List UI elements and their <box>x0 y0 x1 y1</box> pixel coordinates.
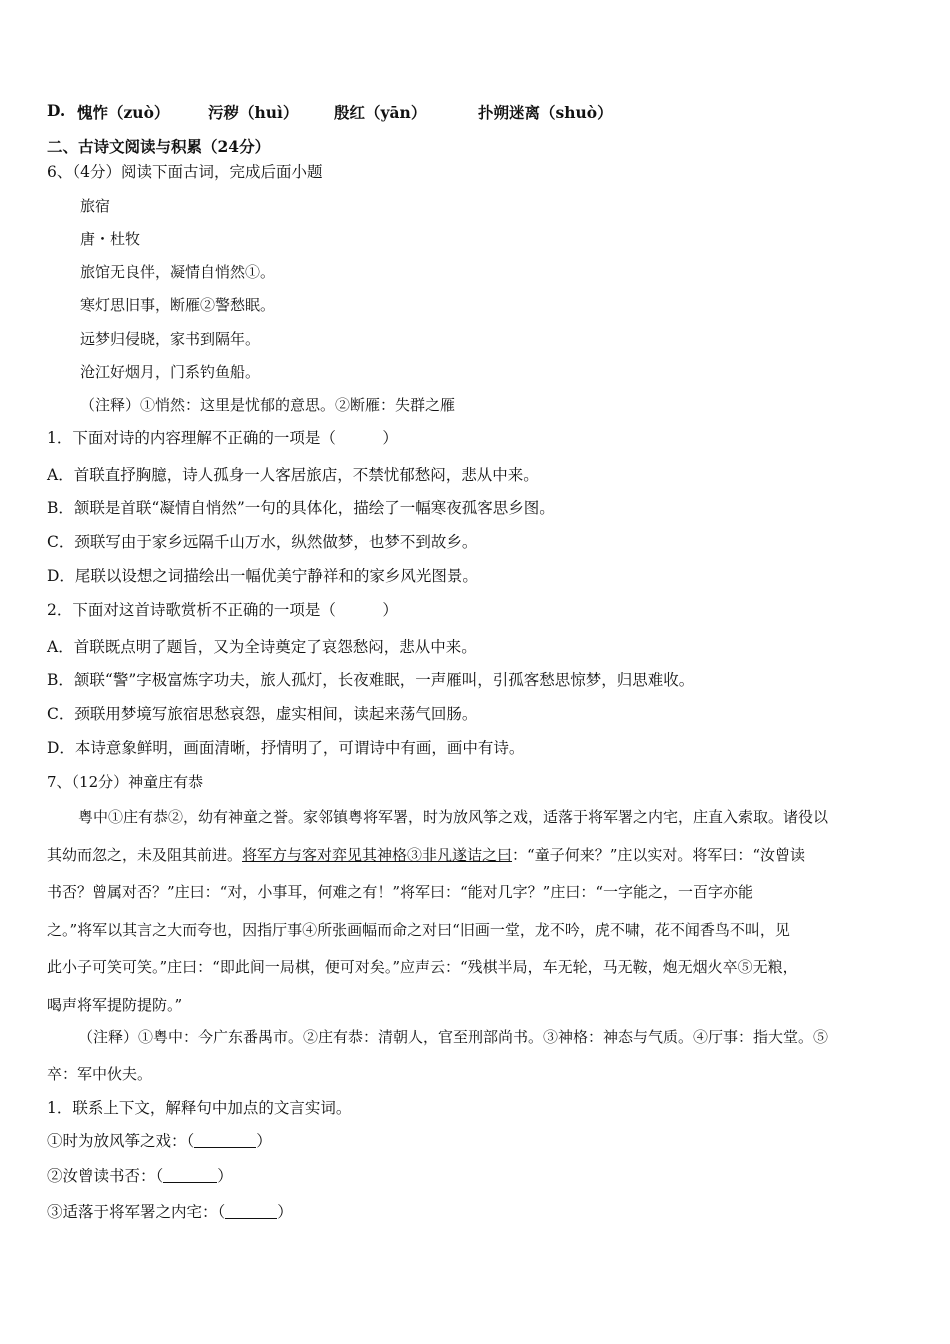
poem-title: 旅宿 <box>80 197 111 215</box>
passage-line <box>47 845 805 865</box>
option-line: D．本诗意象鲜明，画面清晰，抒情明了，可谓诗中有画，画中有诗。 <box>47 739 525 757</box>
question-7-sub1-stem: 1．联系上下文，解释句中加点的文言实词。 <box>47 1099 352 1117</box>
poem-line: 远梦归侵晓，家书到隔年。 <box>80 330 261 348</box>
passage-line: 喝声将军提防提防。” <box>47 996 183 1014</box>
answer-blank[interactable] <box>163 1168 217 1183</box>
question-6-sub1-stem: 1．下面对诗的内容理解不正确的一项是（ ） <box>47 429 398 447</box>
passage-note: 卒：军中伙夫。 <box>47 1065 153 1083</box>
option-line: B．颔联是首联“凝情自悄然”一句的具体化，描绘了一幅寒夜孤客思乡图。 <box>47 499 555 517</box>
passage-line: 书否？曾属对否？”庄曰：“对，小事耳，何难之有！”将军曰：“能对几字？”庄曰：“一字能之，一百字亦能 <box>47 883 754 901</box>
option-line: D．尾联以设想之词描绘出一幅优美宁静祥和的家乡风光图景。 <box>47 567 478 585</box>
passage-line: 之。”将军以其言之大而夸也，因指厅事④所张画幅而命之对曰“旧画一堂，龙不吟，虎不啸，花不闻香鸟不叫，见 <box>47 921 790 939</box>
option-line: B．颔联“警”字极富炼字功夫，旅人孤灯，长夜难眠，一声雁叫，引孤客愁思惊梦，归思难收。 <box>47 671 695 689</box>
option-line: A．首联直抒胸臆，诗人孤身一人客居旅店，不禁忧郁愁闷，悲从中来。 <box>47 466 539 484</box>
question-6-sub2-stem: 2．下面对这首诗歌赏析不正确的一项是（ ） <box>47 601 398 619</box>
passage-text: 其幼而忽之，未及阻其前进。 <box>47 846 243 864</box>
answer-item <box>47 1131 272 1151</box>
passage-line: 此小子可笑可笑。”庄曰：“即此间一局棋，便可对矣。”应声云：“残棋半局，车无轮，马无鞍，炮无烟火卒⑤无粮， <box>47 958 798 976</box>
passage-text: ：“童子何来？”庄以实对。将军曰：“汝曾读 <box>512 846 806 864</box>
answer-prompt: ②汝曾读书否：（ <box>47 1167 164 1185</box>
passage-line: 粤中①庄有恭②，幼有神童之誉。家邻镇粤将军署，时为放风筝之戏，适落于将军署之内宅，庄直入索取。诸役以 <box>78 808 829 826</box>
option-d-word-4: 扑朔迷离（shuò） <box>478 103 613 122</box>
poem-line: 沧江好烟月，门系钓鱼船。 <box>80 363 261 381</box>
answer-close: ） <box>277 1203 293 1221</box>
passage-note: （注释）①粤中：今广东番禺市。②庄有恭：清朝人，官至刑部尚书。③神格：神态与气质。④厅事：指大堂。⑤ <box>78 1028 829 1046</box>
answer-prompt: ③适落于将军署之内宅：（ <box>47 1203 226 1221</box>
option-d-word-2: 污秽（huì） <box>208 103 299 122</box>
answer-item <box>47 1202 293 1222</box>
poem-author: 唐・杜牧 <box>80 230 141 248</box>
answer-close: ） <box>217 1167 233 1185</box>
answer-close: ） <box>256 1132 272 1150</box>
answer-blank[interactable] <box>225 1204 277 1219</box>
poem-line: 寒灯思旧事，断雁②警愁眠。 <box>80 296 276 314</box>
option-d-word-1: 愧怍（zuò） <box>77 103 170 122</box>
question-6-stem: 6、（4分）阅读下面古词，完成后面小题 <box>47 163 323 181</box>
option-line: C．颈联写由于家乡远隔千山万水，纵然做梦，也梦不到故乡。 <box>47 533 478 551</box>
section-heading: 二、古诗文阅读与积累（24分） <box>47 137 271 156</box>
option-line: A．首联既点明了题旨，又为全诗奠定了哀怨愁闷，悲从中来。 <box>47 638 477 656</box>
option-line: C．颈联用梦境写旅宿思愁哀怨，虚实相间，读起来荡气回肠。 <box>47 705 478 723</box>
option-d-label: D. <box>47 101 66 120</box>
option-d-word-3: 殷红（yān） <box>334 103 427 122</box>
answer-item <box>47 1166 233 1186</box>
answer-prompt: ①时为放风筝之戏：（ <box>47 1132 195 1150</box>
question-7-stem: 7、（12分）神童庄有恭 <box>47 773 204 791</box>
answer-blank[interactable] <box>194 1133 256 1148</box>
underlined-sentence: 将军方与客对弈见其神格③非凡遂诘之曰 <box>242 846 513 864</box>
poem-note: （注释）①悄然：这里是忧郁的意思。②断雁：失群之雁 <box>80 396 456 414</box>
poem-line: 旅馆无良伴，凝情自悄然①。 <box>80 263 276 281</box>
